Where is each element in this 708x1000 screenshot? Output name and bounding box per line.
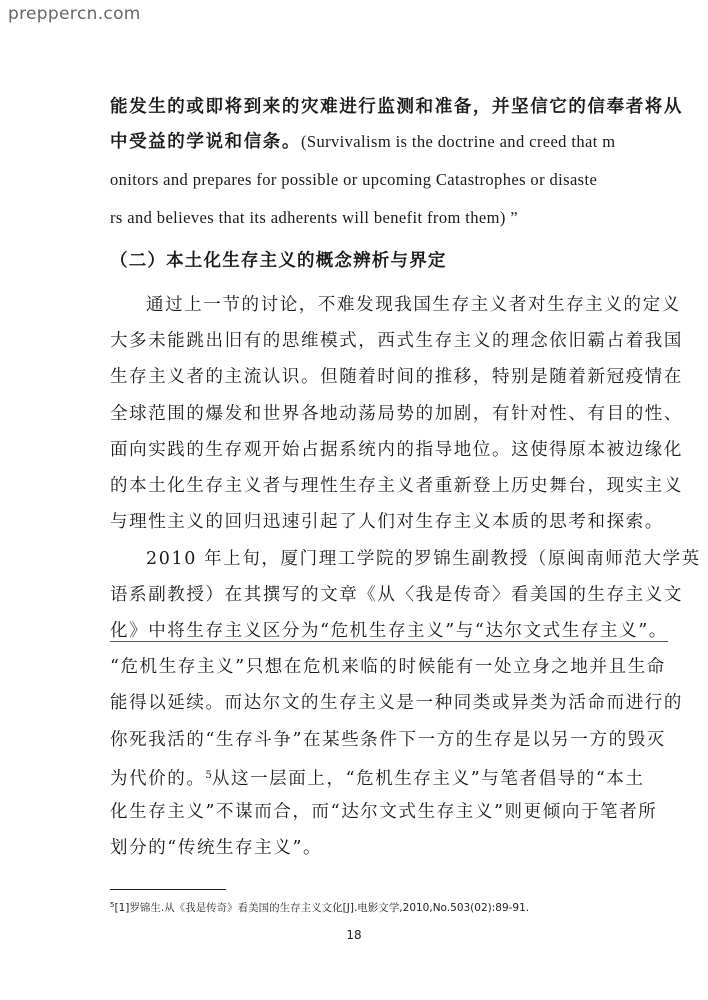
- top-line-2: [110, 129, 616, 155]
- footnote-marker: 5: [110, 901, 115, 909]
- footnote: [110, 900, 529, 915]
- section-heading: （二）本土化生存主义的概念辨析与界定: [110, 251, 447, 271]
- para2-line: [110, 618, 668, 644]
- footnote-divider: [110, 889, 226, 890]
- para1-line: 大多未能跳出旧有的思维模式，西式生存主义的理念依旧霸占着我国: [110, 331, 683, 351]
- para2-line: 化生存主义”不谋而合，而“达尔文式生存主义”则更倾向于笔者所: [110, 802, 658, 822]
- underlined-text: 化》中将生存主义区分为“危机生存主义”与“达尔文式生存主义”。: [110, 621, 668, 641]
- para2-line: [110, 763, 645, 792]
- top-line-2-english: (Survivalism is the doctrine and creed that m: [301, 132, 616, 151]
- footnote-text: [1]罗锦生.从《我是传奇》看美国的生存主义文化[J].电影文学,2010,No.503(02):89-91.: [114, 902, 530, 914]
- top-line-1: 能发生的或即将到来的灾难进行监测和准备，并坚信它的信奉者将从: [110, 97, 683, 117]
- para1-line: 的本土化生存主义者与理性生存主义者重新登上历史舞台，现实主义: [110, 476, 683, 496]
- para2-text: 从这一层面上，“危机生存主义”与笔者倡导的“本土: [211, 769, 645, 789]
- para2-line: 语系副教授）在其撰写的文章《从〈我是传奇〉看美国的生存主义文: [110, 585, 683, 605]
- top-line-4: rs and believes that its adherents will benefit from them) ”: [110, 208, 518, 227]
- para1-line: 面向实践的生存观开始占据系统内的指导地位。这使得原本被边缘化: [110, 440, 683, 460]
- para2-line: 能得以延续。而达尔文的生存主义是一种同类或异类为活命而进行的: [110, 693, 683, 713]
- para1-line: 通过上一节的讨论，不难发现我国生存主义者对生存主义的定义: [146, 295, 681, 315]
- watermark: prepperсn.com: [8, 4, 141, 24]
- para1-line: 与理性主义的回归迅速引起了人们对生存主义本质的思考和探索。: [110, 512, 664, 532]
- para2-text: 为代价的。: [110, 769, 206, 789]
- para2-line: 划分的“传统生存主义”。: [110, 838, 323, 858]
- para2-line: 你死我活的“生存斗争”在某些条件下一方的生存是以另一方的毁灭: [110, 730, 666, 750]
- footnote-ref[interactable]: 5: [205, 770, 212, 781]
- top-line-3: onitors and prepares for possible or upcoming Catastrophes or disaste: [110, 170, 598, 189]
- page-number: 18: [346, 928, 362, 942]
- top-line-2-bold: 中受益的学说和信条。: [110, 132, 301, 152]
- para2-line: 2010 年上旬，厦门理工学院的罗锦生副教授（原闽南师范大学英: [146, 549, 701, 569]
- para1-line: 生存主义者的主流认识。但随着时间的推移，特别是随着新冠疫情在: [110, 367, 683, 387]
- para2-line: “危机生存主义”只想在危机来临的时候能有一处立身之地并且生命: [110, 657, 666, 677]
- para1-line: 全球范围的爆发和世界各地动荡局势的加剧，有针对性、有目的性、: [110, 404, 683, 424]
